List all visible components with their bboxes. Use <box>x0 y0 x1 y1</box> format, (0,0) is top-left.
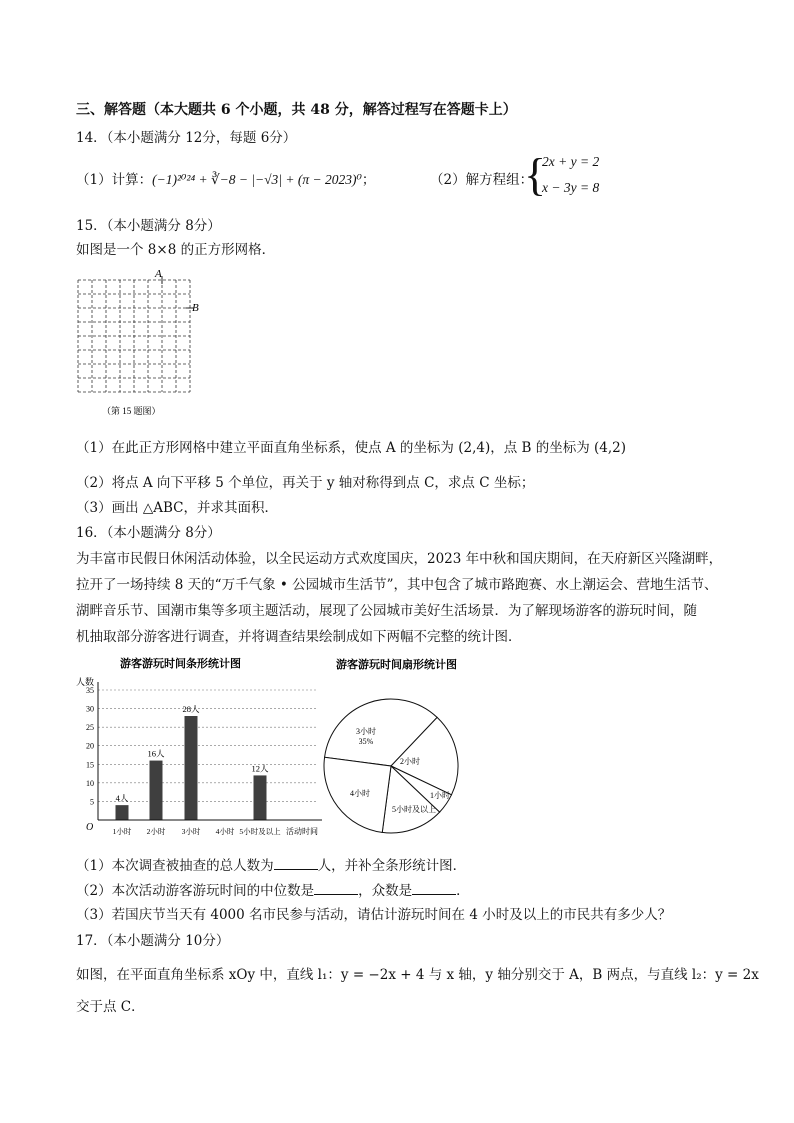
y-tick-label: 10 <box>86 778 94 788</box>
y-tick-label: 30 <box>86 704 94 714</box>
q14-part1-expression: (−1)²⁰²⁴ + ∛−8 − |−√3| + (π − 2023)⁰ <box>152 172 362 187</box>
point-a-label: A <box>155 268 162 280</box>
x-tick-label: 4小时 <box>215 827 235 836</box>
q15-intro: 如图是一个 8×8 的正方形网格． <box>76 242 276 258</box>
pie-slice-percent: 35% <box>358 737 374 746</box>
q16-paragraph-line3: 湖畔音乐节、国潮市集等多项主题活动，展现了公园城市美好生活场景．为了解现场游客的游玩时间，随 <box>76 603 697 619</box>
answer-blank-total[interactable] <box>274 858 318 870</box>
q14-part1-label: （1）计算： <box>76 172 153 188</box>
pie-slice-label: 1小时 <box>430 791 450 800</box>
pie-slice-label: 4小时 <box>350 789 370 798</box>
q16-sub1-text-a: （1）本次调查被抽查的总人数为 <box>76 858 274 874</box>
pie-chart <box>316 652 488 840</box>
bar-chart-ylabel: 人数 <box>76 677 95 687</box>
q16-paragraph-line4: 机抽取部分游客进行调查，并将调查结果绘制成如下两幅不完整的统计图． <box>76 629 522 645</box>
point-b-label: B <box>192 302 199 314</box>
bar-value-label: 12人 <box>251 763 269 774</box>
q16-title: 16．（本小题满分 8分） <box>76 525 221 541</box>
figure-caption: （第 15 题图） <box>102 406 161 416</box>
bar-chart <box>72 652 334 840</box>
pie-chart-title: 游客游玩时间扇形统计图 <box>336 659 457 671</box>
x-tick-label: 5小时及以上 <box>239 827 281 836</box>
answer-blank-median[interactable] <box>314 883 358 895</box>
q17-line1: 如图，在平面直角坐标系 xOy 中，直线 l₁：y = −2x + 4 与 x 轴，y 轴分别交于 A，B 两点，与直线 l₂：y = 2x <box>76 967 759 983</box>
bar-value-label: 4人 <box>115 793 129 804</box>
y-tick-label: 15 <box>86 760 94 770</box>
x-tick-label: 3小时 <box>181 827 201 836</box>
x-tick-label: 1小时 <box>112 827 132 836</box>
y-tick-label: 20 <box>86 741 94 751</box>
q14-part1 <box>76 168 375 188</box>
grid-figure <box>70 264 210 420</box>
bar-chart-title: 游客游玩时间条形统计图 <box>120 658 241 670</box>
bar-value-label: 28人 <box>182 704 200 714</box>
pie-slice-label: 5小时及以上 <box>392 805 436 814</box>
q16-sub2-text-a: （2）本次活动游客游玩时间的中位数是 <box>76 883 315 899</box>
bar <box>150 761 163 820</box>
q14-part1-separator: ； <box>361 172 376 188</box>
dashed-grid <box>78 280 190 392</box>
q16-sub1-text-b: 人，并补全条形统计图． <box>317 858 467 874</box>
bar <box>116 805 129 820</box>
q14-equation-1: 2x + y = 2 <box>542 154 600 169</box>
answer-blank-mode[interactable] <box>412 883 456 895</box>
q15-sub1: （1）在此正方形网格中建立平面直角坐标系，使点 A 的坐标为 (2,4)，点 B 的坐标为 (4,2) <box>76 440 627 456</box>
bar <box>185 716 198 820</box>
q14-equation-2: x − 3y = 8 <box>542 180 600 195</box>
bar <box>254 775 267 820</box>
q14-title: 14．（本小题满分 12分，每题 6分） <box>76 130 297 146</box>
pie-slice-label: 3小时 <box>356 727 376 736</box>
q17-line2: 交于点 C． <box>76 999 145 1015</box>
bar-value-label: 16人 <box>147 748 165 759</box>
q16-paragraph-line2: 拉开了一场持续 8 天的“万千气象 • 公园城市生活节”，其中包含了城市路跑赛、水上潮运会、营地生活节、 <box>76 577 718 593</box>
bar-chart-xlabel: 活动时间 <box>286 827 318 836</box>
equation-system-brace: { <box>524 149 547 200</box>
q16-sub1 <box>76 854 466 874</box>
q16-sub3: （3）若国庆节当天有 4000 名市民参与活动，请估计游玩时间在 4 小时及以上的市民共有多少人？ <box>76 907 672 923</box>
q15-title: 15．（本小题满分 8分） <box>76 218 221 234</box>
q16-sub2-text-b: ，众数是 <box>358 883 413 899</box>
q16-sub2-text-c: ． <box>456 883 470 899</box>
q16-paragraph-line1: 为丰富市民假日休闲活动体验，以全民运动方式欢度国庆，2023 年中秋和国庆期间，在天府新区兴隆湖畔， <box>76 551 723 567</box>
q15-sub3: （3）画出 △ABC，并求其面积． <box>76 500 279 516</box>
q15-sub2: （2）将点 A 向下平移 5 个单位，再关于 y 轴对称得到点 C，求点 C 坐标； <box>76 475 535 491</box>
section-header: 三、解答题（本大题共 6 个小题，共 48 分，解答过程写在答题卡上） <box>76 102 517 118</box>
q14-part2-label: （2）解方程组： <box>430 172 534 188</box>
y-tick-label: 5 <box>90 797 94 807</box>
q17-title: 17．（本小题满分 10分） <box>76 933 230 949</box>
pie-slice-label: 2小时 <box>400 757 420 766</box>
x-tick-label: 2小时 <box>146 827 166 836</box>
y-tick-label: 25 <box>86 723 94 733</box>
bar-chart-origin: O <box>86 822 94 833</box>
y-tick-label: 35 <box>86 686 94 695</box>
q16-sub2 <box>76 879 470 899</box>
